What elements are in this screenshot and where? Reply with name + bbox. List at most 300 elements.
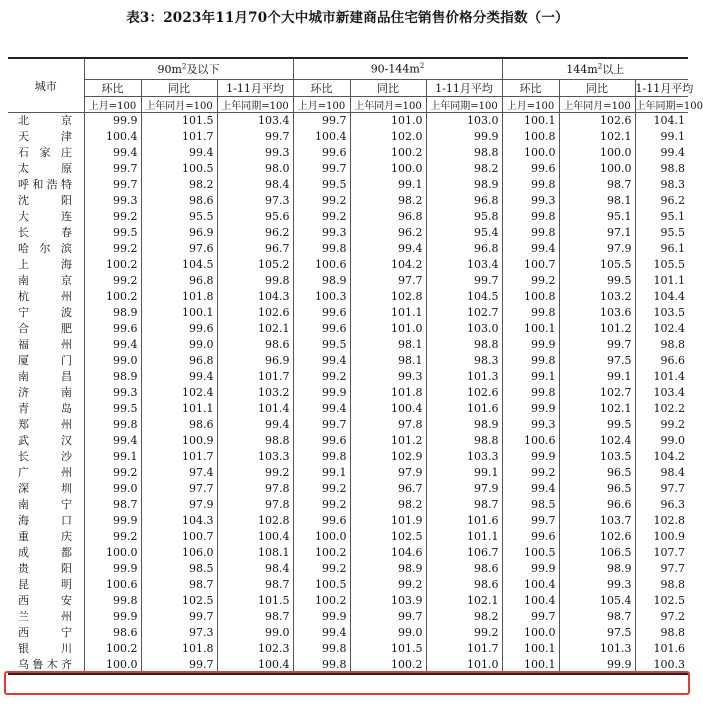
index-value: 98.0 [217,161,293,177]
index-value: 98.2 [426,609,502,625]
index-value: 104.3 [217,289,293,305]
index-value: 98.4 [217,177,293,193]
index-value: 103.0 [426,321,502,337]
index-value: 99.2 [502,273,559,289]
table-row [8,465,688,481]
index-value: 99.3 [350,369,426,385]
index-value: 98.5 [141,561,217,577]
index-value: 102.4 [141,385,217,401]
index-value: 101.0 [350,113,426,130]
index-value: 98.7 [217,609,293,625]
index-value: 104.6 [350,545,426,561]
index-value: 101.7 [426,641,502,657]
city-name: 沈阳 [18,194,72,207]
index-value: 105.4 [559,593,635,609]
index-value: 99.8 [502,353,559,369]
index-value: 96.2 [635,193,688,209]
index-value: 99.7 [84,161,141,177]
table-body [8,113,688,675]
index-value: 99.0 [84,353,141,369]
index-value: 105.5 [635,257,688,273]
index-value: 106.7 [426,545,502,561]
table-title: 表3：2023年11月70个大中城市新建商品住宅销售价格分类指数（一） [126,10,569,26]
city-name: 宁波 [18,306,72,319]
index-value: 98.9 [426,417,502,433]
index-value: 97.5 [559,353,635,369]
index-value: 104.3 [141,513,217,529]
index-value: 99.9 [293,385,350,401]
table-row [8,353,688,369]
index-value: 97.7 [141,481,217,497]
index-value: 100.2 [84,289,141,305]
index-value: 100.4 [217,529,293,545]
index-value: 99.7 [141,657,217,674]
table-row [8,481,688,497]
city-name: 石家庄 [18,146,72,159]
index-value: 99.4 [217,417,293,433]
index-value: 99.8 [502,177,559,193]
index-value: 98.8 [426,145,502,161]
table-row [8,545,688,561]
index-value: 96.5 [559,481,635,497]
index-value: 98.2 [426,161,502,177]
index-value: 101.2 [350,433,426,449]
index-value: 103.3 [217,449,293,465]
index-value: 99.4 [84,337,141,353]
base-label: 上年同月=100 [350,97,426,113]
index-value: 103.4 [635,385,688,401]
index-value: 99.2 [84,209,141,225]
index-value: 96.3 [635,497,688,513]
city-name: 长春 [18,226,72,239]
index-value: 104.5 [426,289,502,305]
index-value: 95.1 [635,209,688,225]
index-value: 103.9 [350,593,426,609]
index-value: 100.4 [502,577,559,593]
index-value: 98.9 [426,177,502,193]
index-value: 101.8 [141,641,217,657]
index-value: 96.2 [350,225,426,241]
index-value: 102.7 [559,385,635,401]
index-value: 101.7 [141,449,217,465]
index-value: 102.4 [559,433,635,449]
index-value: 99.8 [293,241,350,257]
city-name: 西宁 [18,626,72,639]
index-value: 96.9 [217,353,293,369]
index-value: 99.1 [293,465,350,481]
index-value: 100.7 [502,257,559,273]
table-row [8,641,688,657]
index-value: 99.5 [293,177,350,193]
index-value: 100.3 [293,289,350,305]
index-value: 98.9 [559,561,635,577]
index-value: 98.9 [84,305,141,321]
index-value: 106.0 [141,545,217,561]
index-value: 98.9 [293,273,350,289]
index-value: 99.2 [293,497,350,513]
index-value: 101.3 [426,369,502,385]
index-value: 102.1 [426,593,502,609]
index-value: 99.5 [84,401,141,417]
base-label: 上年同期=100 [635,97,688,113]
index-value: 102.5 [350,529,426,545]
table-row [8,321,688,337]
index-value: 103.5 [635,305,688,321]
index-value: 99.3 [293,225,350,241]
index-value: 107.7 [635,545,688,561]
index-value: 99.0 [84,481,141,497]
index-value: 100.4 [502,593,559,609]
index-value: 98.7 [141,577,217,593]
index-value: 99.7 [141,609,217,625]
index-value: 99.0 [217,625,293,641]
index-value: 98.7 [84,497,141,513]
table-row [8,497,688,513]
index-value: 98.6 [426,561,502,577]
index-value: 97.7 [635,481,688,497]
subheader-mom: 环比 [84,80,141,97]
index-value: 101.0 [426,657,502,674]
index-value: 98.2 [141,177,217,193]
base-label: 上年同期=100 [217,97,293,113]
city-name: 重庆 [18,530,72,543]
index-value: 99.5 [84,225,141,241]
index-value: 99.2 [293,209,350,225]
index-value: 99.2 [217,465,293,481]
index-value: 104.5 [141,257,217,273]
index-value: 97.1 [559,225,635,241]
index-value: 100.0 [84,545,141,561]
index-value: 100.1 [502,321,559,337]
index-value: 99.6 [293,513,350,529]
group-header-small: $90m^2$及以下 [84,58,293,80]
index-value: 100.0 [559,145,635,161]
index-value: 99.6 [502,529,559,545]
index-value: 99.2 [84,241,141,257]
index-value: 97.7 [635,561,688,577]
index-value: 98.1 [559,193,635,209]
city-name: 厦门 [18,354,72,367]
index-value: 97.2 [635,609,688,625]
subheader-mom: 环比 [293,80,350,97]
index-value: 99.6 [84,321,141,337]
index-value: 101.1 [350,305,426,321]
index-value: 99.8 [84,593,141,609]
table-row [8,177,688,193]
index-value: 101.0 [350,321,426,337]
index-value: 99.7 [293,113,350,130]
index-value: 100.4 [217,657,293,674]
index-value: 95.5 [141,209,217,225]
index-value: 100.8 [502,289,559,305]
city-name: 北京 [18,114,72,127]
index-value: 102.2 [635,401,688,417]
index-value: 103.7 [559,513,635,529]
index-value: 98.9 [350,561,426,577]
index-value: 100.2 [293,593,350,609]
index-value: 98.8 [426,433,502,449]
index-value: 100.6 [502,433,559,449]
index-value: 100.2 [293,545,350,561]
index-value: 101.1 [426,529,502,545]
index-value: 100.0 [502,145,559,161]
city-name: 上海 [18,258,72,271]
index-value: 98.6 [84,625,141,641]
index-value: 103.6 [559,305,635,321]
table-row [8,609,688,625]
index-value: 101.7 [217,369,293,385]
base-label: 上月=100 [84,97,141,113]
index-value: 97.9 [559,241,635,257]
index-value: 99.3 [84,385,141,401]
index-value: 99.6 [293,321,350,337]
index-value: 102.8 [635,513,688,529]
index-value: 99.3 [559,577,635,593]
subheader-yoy: 同比 [141,80,217,97]
index-value: 101.3 [559,641,635,657]
index-value: 102.1 [559,129,635,145]
index-value: 99.3 [84,193,141,209]
index-value: 96.2 [217,225,293,241]
index-value: 99.0 [141,337,217,353]
city-name: 长沙 [18,450,72,463]
index-value: 100.0 [350,161,426,177]
index-value: 100.3 [635,657,688,674]
index-value: 100.4 [293,129,350,145]
index-value: 99.8 [217,273,293,289]
table-row [8,241,688,257]
index-value: 97.8 [350,417,426,433]
table-row [8,529,688,545]
index-value: 98.1 [350,353,426,369]
index-value: 96.8 [426,193,502,209]
index-value: 99.4 [350,241,426,257]
city-name: 太原 [18,162,72,175]
table-row [8,369,688,385]
index-value: 98.7 [559,609,635,625]
index-value: 99.2 [84,465,141,481]
index-value: 96.8 [350,209,426,225]
index-value: 102.5 [141,593,217,609]
index-value: 100.7 [141,529,217,545]
table-row [8,657,688,674]
index-value: 103.2 [217,385,293,401]
index-value: 100.5 [293,577,350,593]
index-value: 99.9 [84,113,141,130]
subheader-avg: 1-11月平均 [217,80,293,97]
index-value: 97.4 [141,465,217,481]
index-value: 96.1 [635,241,688,257]
index-value: 99.8 [84,417,141,433]
city-name: 广州 [18,466,72,479]
index-value: 99.4 [293,625,350,641]
city-name: 西安 [18,594,72,607]
index-value: 99.9 [426,129,502,145]
index-value: 96.8 [141,353,217,369]
index-value: 99.2 [502,465,559,481]
city-name: 合肥 [18,322,72,335]
index-value: 99.5 [559,417,635,433]
index-value: 100.4 [350,401,426,417]
city-name: 呼和浩特 [18,178,72,191]
table-row [8,161,688,177]
index-value: 95.8 [426,209,502,225]
index-value: 99.5 [559,273,635,289]
index-value: 99.1 [426,465,502,481]
index-value: 101.2 [559,321,635,337]
index-value: 99.3 [217,145,293,161]
index-value: 99.2 [293,561,350,577]
table-row [8,209,688,225]
index-value: 97.9 [350,465,426,481]
table-row [8,561,688,577]
index-value: 99.8 [293,449,350,465]
index-value: 101.9 [350,513,426,529]
index-value: 99.1 [559,369,635,385]
index-value: 101.8 [141,289,217,305]
index-value: 99.2 [84,529,141,545]
index-value: 97.9 [141,497,217,513]
index-value: 99.4 [141,145,217,161]
index-value: 100.2 [350,657,426,674]
index-value: 99.1 [84,449,141,465]
index-value: 100.5 [141,161,217,177]
index-value: 100.9 [635,529,688,545]
index-value: 101.7 [141,129,217,145]
index-value: 101.4 [217,401,293,417]
index-value: 100.5 [502,545,559,561]
index-value: 102.0 [350,129,426,145]
index-value: 98.8 [217,433,293,449]
index-value: 99.1 [502,369,559,385]
index-value: 100.1 [141,305,217,321]
index-value: 101.6 [426,401,502,417]
index-value: 99.4 [502,481,559,497]
index-value: 99.3 [502,193,559,209]
index-value: 100.0 [84,657,141,674]
index-value: 99.8 [293,657,350,674]
index-value: 99.4 [502,241,559,257]
base-label: 上月=100 [293,97,350,113]
table-row [8,625,688,641]
index-value: 101.1 [635,273,688,289]
index-value: 102.5 [635,593,688,609]
subheader-yoy: 同比 [559,80,635,97]
table-row [8,401,688,417]
index-value: 101.6 [426,513,502,529]
city-name: 武汉 [18,434,72,447]
city-name: 青岛 [18,402,72,415]
index-value: 99.4 [84,433,141,449]
index-value: 108.1 [217,545,293,561]
index-value: 99.9 [502,401,559,417]
index-value: 105.5 [559,257,635,273]
index-value: 99.6 [502,161,559,177]
table-row [8,385,688,401]
index-value: 101.4 [635,369,688,385]
table-row [8,449,688,465]
index-value: 99.4 [141,369,217,385]
index-value: 95.6 [217,209,293,225]
index-value: 99.8 [293,641,350,657]
index-value: 98.3 [635,177,688,193]
city-name: 南京 [18,274,72,287]
index-value: 96.7 [217,241,293,257]
index-value: 102.1 [217,321,293,337]
index-value: 97.3 [141,625,217,641]
price-index-table [8,57,703,675]
index-value: 99.9 [502,337,559,353]
index-value: 100.1 [502,641,559,657]
city-name: 南昌 [18,370,72,383]
index-value: 97.8 [217,497,293,513]
index-value: 99.9 [502,561,559,577]
table-row [8,193,688,209]
city-name: 大连 [18,210,72,223]
index-value: 99.7 [559,337,635,353]
index-value: 98.3 [426,353,502,369]
index-value: 99.8 [502,225,559,241]
index-value: 99.4 [635,145,688,161]
index-value: 102.8 [217,513,293,529]
index-value: 96.6 [635,353,688,369]
index-value: 101.6 [635,641,688,657]
index-value: 98.8 [635,161,688,177]
index-value: 98.1 [350,337,426,353]
base-label: 上年同期=100 [426,97,502,113]
index-value: 98.7 [559,177,635,193]
index-value: 101.8 [350,385,426,401]
index-value: 100.2 [350,145,426,161]
index-value: 97.7 [350,273,426,289]
table-row [8,289,688,305]
city-name: 贵阳 [18,562,72,575]
index-value: 99.0 [350,625,426,641]
index-value: 99.7 [293,161,350,177]
city-name: 哈尔滨 [18,242,72,255]
table-row [8,337,688,353]
index-value: 102.1 [559,401,635,417]
city-name: 济南 [18,386,72,399]
index-value: 99.6 [293,433,350,449]
index-value: 99.4 [84,145,141,161]
index-value: 99.2 [293,193,350,209]
index-value: 102.6 [559,113,635,130]
index-value: 99.2 [350,577,426,593]
table-row [8,513,688,529]
index-value: 98.6 [141,417,217,433]
index-value: 98.6 [217,337,293,353]
index-value: 99.7 [350,609,426,625]
city-name: 郑州 [18,418,72,431]
index-value: 99.2 [84,273,141,289]
index-value: 98.5 [502,497,559,513]
index-value: 102.7 [426,305,502,321]
city-name: 兰州 [18,610,72,623]
city-column-header: 城市 [8,58,84,113]
city-name: 成都 [18,546,72,559]
index-value: 99.2 [293,481,350,497]
index-value: 106.5 [559,545,635,561]
index-value: 99.7 [84,177,141,193]
table-row [8,433,688,449]
index-value: 97.6 [141,241,217,257]
table-row [8,129,688,145]
index-value: 99.6 [141,321,217,337]
index-value: 99.9 [84,561,141,577]
index-value: 99.1 [350,177,426,193]
index-value: 99.6 [293,145,350,161]
